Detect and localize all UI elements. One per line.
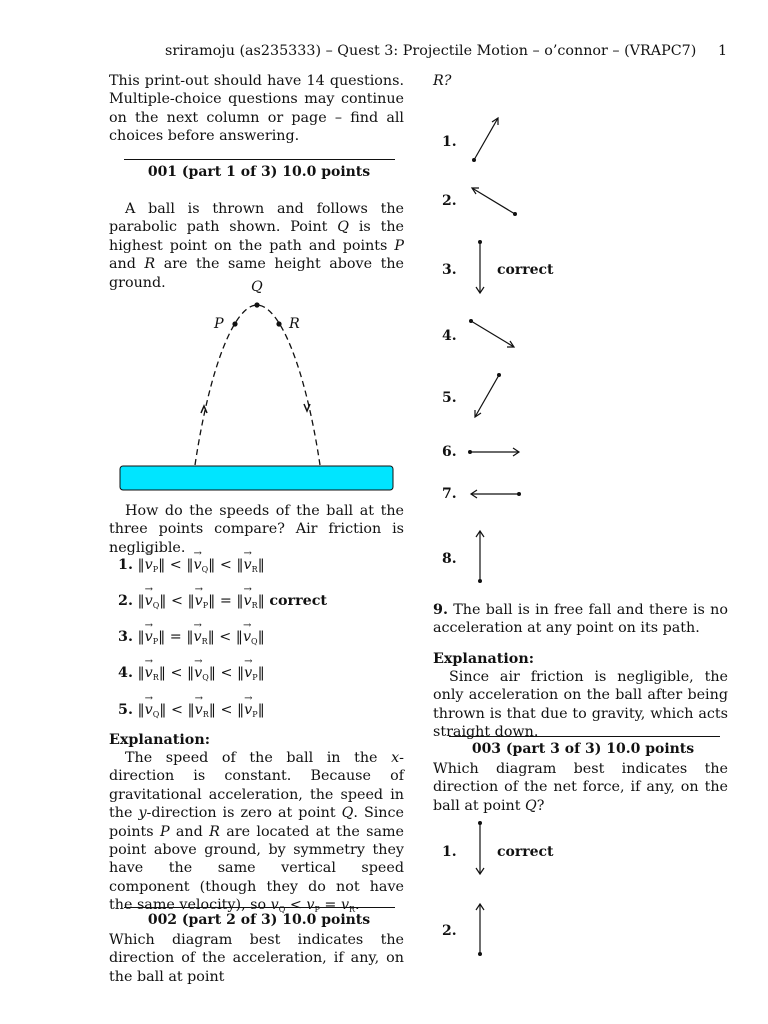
q2-option-6-number: 6. bbox=[442, 444, 457, 460]
q2-option-8-number: 8. bbox=[442, 551, 457, 567]
page-header: sriramoju (as235333) – Quest 3: Projectile Motion – o’connor – (VRAPC7) bbox=[165, 43, 697, 59]
option-number: 9. bbox=[433, 602, 448, 618]
ground-bar bbox=[120, 466, 393, 490]
q2-rule bbox=[124, 907, 395, 908]
q3-rule bbox=[449, 736, 720, 737]
option-text: The ball is in free fall and there is no acceleration at any point on its path. bbox=[433, 602, 728, 637]
arrow-up-left-icon[interactable] bbox=[465, 182, 525, 222]
q1-option-2[interactable] bbox=[118, 592, 327, 615]
q3-stem: Which diagram best indicates the direction of the net force, if any, on the ball at point Q? bbox=[433, 761, 728, 814]
q1-question: How do the speeds of the ball at the three points compare? Air friction is negligible. bbox=[109, 503, 404, 556]
label-q: Q bbox=[251, 279, 263, 295]
q1-option-3[interactable] bbox=[118, 628, 265, 651]
q2-stem-continued: R? bbox=[433, 73, 452, 89]
correct-mark: correct bbox=[269, 593, 328, 609]
arrow-left-icon[interactable] bbox=[464, 487, 526, 501]
q2-option-4-number: 4. bbox=[442, 328, 457, 344]
trajectory-svg bbox=[115, 275, 405, 500]
q2-option-2-number: 2. bbox=[442, 193, 457, 209]
q3-option-1-number: 1. bbox=[442, 844, 457, 860]
option-number: 2. bbox=[118, 593, 133, 609]
point-p-dot bbox=[232, 321, 237, 326]
arrow-up-right-icon[interactable] bbox=[465, 112, 505, 167]
q1-rule bbox=[124, 159, 395, 160]
q2-option-1-number: 1. bbox=[442, 134, 457, 150]
q3-option-2-number: 2. bbox=[442, 923, 457, 939]
q1-option-1[interactable] bbox=[118, 556, 265, 579]
q1-heading: 001 (part 1 of 3) 10.0 points bbox=[147, 164, 371, 180]
arrow-right-icon[interactable] bbox=[464, 445, 526, 459]
option-number: 5. bbox=[118, 702, 133, 718]
option-expression: ‖→ $v_R‖$ < ‖→ $v_Q‖$ < ‖→ $v_P‖$ bbox=[137, 665, 264, 681]
trajectory-arrow-down bbox=[304, 404, 310, 411]
q2-option-3-number: 3. bbox=[442, 262, 457, 278]
page-number: 1 bbox=[718, 43, 728, 59]
trajectory-figure bbox=[115, 275, 405, 500]
option-number: 3. bbox=[118, 629, 133, 645]
point-r-dot bbox=[276, 321, 281, 326]
arrow-up-icon[interactable] bbox=[470, 898, 490, 960]
option-number: 4. bbox=[118, 665, 133, 681]
arrow-up-icon[interactable] bbox=[470, 525, 490, 587]
q2-stem: Which diagram best indicates the direction of the acceleration, if any, on the ball at point bbox=[109, 932, 404, 985]
q2-explanation-title: Explanation: bbox=[433, 651, 535, 667]
q2-option-5-number: 5. bbox=[442, 390, 457, 406]
q2-option-3-correct-mark: correct bbox=[497, 262, 554, 278]
option-expression: ‖→ $v_P‖$ = ‖→ $v_R‖$ < ‖→ $v_Q‖$ bbox=[137, 629, 264, 645]
point-q-dot bbox=[254, 302, 259, 307]
q2-heading: 002 (part 2 of 3) 10.0 points bbox=[147, 912, 371, 928]
option-expression: ‖→ $v_Q‖$ < ‖→ $v_P‖$ = ‖→ $v_R‖$ bbox=[137, 593, 264, 609]
q3-heading: 003 (part 3 of 3) 10.0 points bbox=[471, 741, 695, 757]
label-r: R bbox=[289, 316, 300, 332]
arrow-down-icon[interactable] bbox=[470, 817, 490, 879]
q1-stem: A ball is thrown and follows the parabolic path shown. Point Q is the highest point on the path and points P and R are the same height above the ground. bbox=[109, 201, 404, 291]
q2-option-7-number: 7. bbox=[442, 486, 457, 502]
q3-option-1-correct-mark: correct bbox=[497, 844, 554, 860]
label-p: P bbox=[214, 316, 224, 332]
intro-text: This print-out should have 14 questions. Multiple-choice questions may continue on the next column or page – find all choices before answering. bbox=[109, 73, 404, 145]
arrow-down-left-icon[interactable] bbox=[468, 368, 508, 423]
q1-option-5[interactable] bbox=[118, 701, 265, 724]
q1-explanation-title: Explanation: bbox=[109, 732, 211, 748]
arrow-down-icon[interactable] bbox=[470, 236, 490, 298]
q1-option-4[interactable] bbox=[118, 664, 265, 687]
q2-explanation: Since air friction is negligible, the only acceleration on the ball after being thrown is that due to gravity, which acts straight down. bbox=[433, 669, 728, 741]
q2-option-9[interactable] bbox=[433, 601, 728, 638]
option-expression: ‖→ $v_Q‖$ < ‖→ $v_R‖$ < ‖→ $v_P‖$ bbox=[137, 702, 264, 718]
option-number: 1. bbox=[118, 557, 133, 573]
arrow-down-right-icon[interactable] bbox=[465, 315, 525, 355]
option-expression: ‖→ $v_P‖$ < ‖→ $v_Q‖$ < ‖→ $v_R‖$ bbox=[137, 557, 264, 573]
q1-explanation: The speed of the ball in the x-direction is constant. Because of gravitational acceleration, the speed in the y-direction is zero at point Q. Since points P and R are located at the same point above ground, by symmetry they have the same vertical speed component (though they do not have the same velocity), so $v_Q < v_P = v_R$. bbox=[109, 750, 404, 915]
